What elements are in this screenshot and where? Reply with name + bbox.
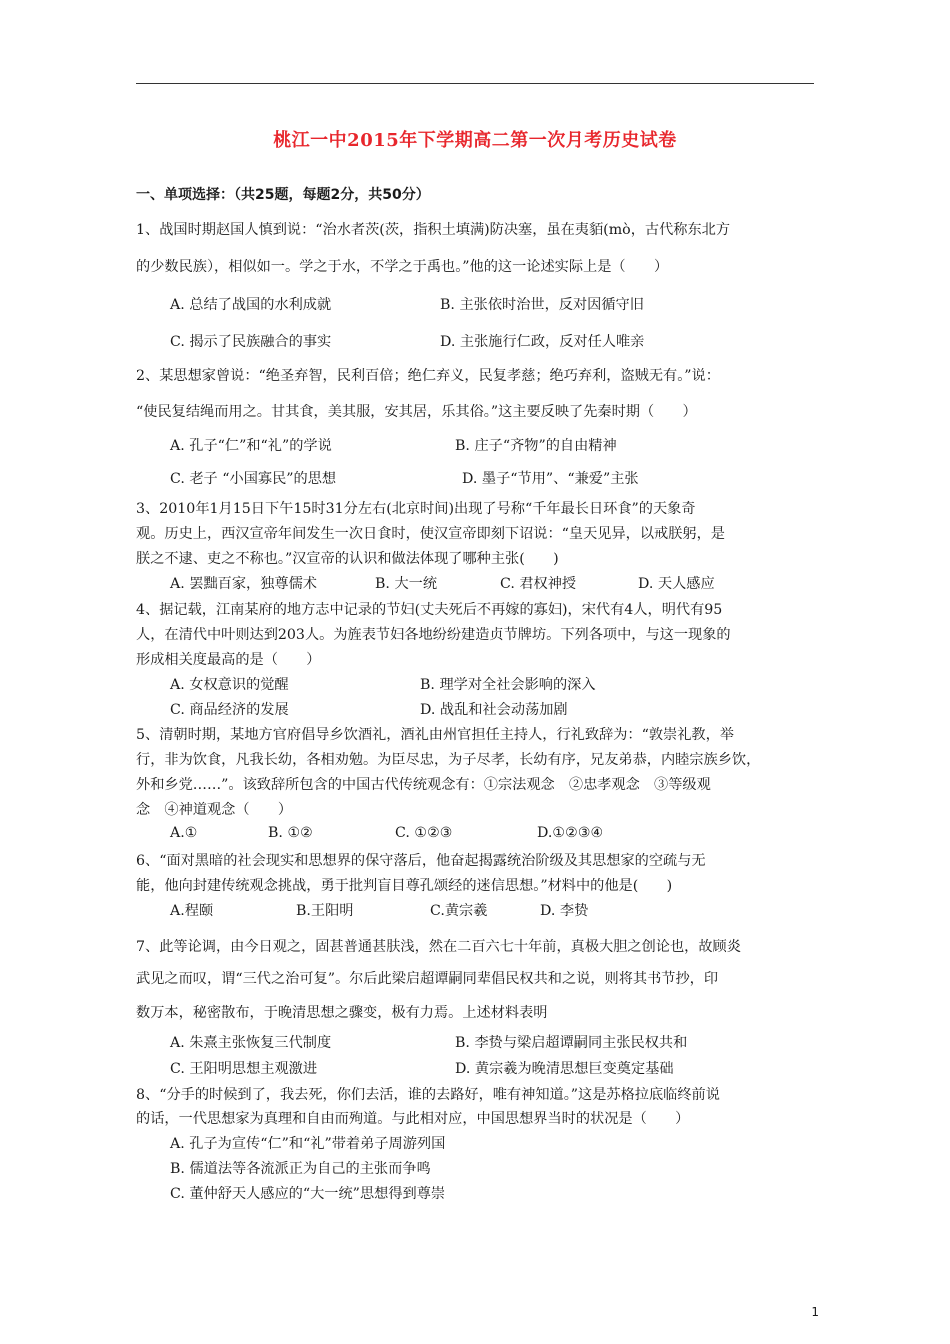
q4-option-c: C. 商品经济的发展	[170, 702, 289, 718]
page-title: 桃江一中2015年下学期高二第一次月考历史试卷	[273, 130, 677, 151]
q5-option-c: C. ①②③	[395, 825, 453, 841]
q1-line-1: 1、战国时期赵国人慎到说：“治水者茨(茨，指积土填满)防决塞，虽在夷貊(mò，古代称东北方	[136, 222, 731, 238]
header-rule	[136, 83, 814, 84]
q7-line-1: 7、此等论调，由今日观之，固甚普通甚肤浅，然在二百六七十年前，真极大胆之创论也，故顾炎	[136, 939, 741, 955]
q2-option-b: B. 庄子“齐物”的自由精神	[455, 438, 617, 454]
q2-line-1: 2、某思想家曾说：“绝圣弃智，民利百倍；绝仁弃义，民复孝慈；绝巧弃利，盗贼无有。”说：	[136, 368, 720, 384]
q7-option-b: B. 李贽与梁启超谭嗣同主张民权共和	[455, 1035, 688, 1051]
q7-option-c: C. 王阳明思想主观激进	[170, 1061, 318, 1077]
q5-option-b: B. ①②	[268, 825, 313, 841]
q2-option-a: A. 孔子“仁”和“礼”的学说	[170, 438, 332, 454]
q6-line-1: 6、“面对黑暗的社会现实和思想界的保守落后，他奋起揭露统治阶级及其思想家的空疏与无	[136, 853, 706, 869]
q1-option-c: C. 揭示了民族融合的事实	[170, 334, 332, 350]
page-number: 1	[811, 1305, 819, 1319]
q2-option-c: C. 老子 “小国寡民”的思想	[170, 471, 337, 487]
q4-option-b: B. 理学对全社会影响的深入	[420, 677, 596, 693]
q4-line-1: 4、据记载，江南某府的地方志中记录的节妇(丈夫死后不再嫁的寡妇)，宋代有4人，明代有95	[136, 602, 723, 618]
q2-line-2: “使民复结绳而用之。甘其食，美其服，安其居，乐其俗。”这主要反映了先秦时期（ ）	[136, 404, 697, 420]
q4-option-a: A. 女权意识的觉醒	[170, 677, 289, 693]
q5-line-4: 念 ④神道观念（ ）	[136, 802, 293, 818]
q6-option-c: C.黄宗羲	[430, 903, 488, 919]
q8-option-b: B. 儒道法等各流派正为自己的主张而争鸣	[170, 1161, 431, 1177]
q7-option-d: D. 黄宗羲为晚清思想巨变奠定基础	[455, 1061, 674, 1077]
q5-line-3: 外和乡党……”。该致辞所包含的中国古代传统观念有：①宗法观念 ②忠孝观念 ③等级观	[136, 777, 711, 793]
q6-option-d: D. 李贽	[540, 903, 589, 919]
q5-option-d: D.①②③④	[537, 825, 604, 841]
q6-option-a: A.程颐	[170, 903, 214, 919]
q4-line-3: 形成相关度最高的是（ ）	[136, 652, 321, 668]
q6-option-b: B.王阳明	[296, 903, 354, 919]
q3-line-2: 观。历史上，西汉宣帝年间发生一次日食时，使汉宣帝即刻下诏说：“皇天见异，以戒朕躬，是	[136, 526, 725, 542]
q3-line-1: 3、2010年1月15日下午15时31分左右(北京时间)出现了号称“千年最长日环食”的天象奇	[136, 501, 696, 517]
q5-line-1: 5、清朝时期，某地方官府倡导乡饮酒礼，酒礼由州官担任主持人，行礼致辞为：“敦崇礼教，举	[136, 727, 734, 743]
q3-option-a: A. 罢黜百家，独尊儒术	[170, 576, 317, 592]
q3-line-3: 朕之不逮、吏之不称也。”汉宣帝的认识和做法体现了哪种主张( )	[136, 551, 559, 567]
q3-option-b: B. 大一统	[375, 576, 438, 592]
q3-option-c: C. 君权神授	[500, 576, 577, 592]
q4-option-d: D. 战乱和社会动荡加剧	[420, 702, 568, 718]
q7-line-3: 数万本，秘密散布，于晚清思想之骤变，极有力焉。上述材料表明	[136, 1005, 548, 1021]
q4-line-2: 人，在清代中叶则达到203人。为旌表节妇各地纷纷建造贞节牌坊。下列各项中，与这一现象的	[136, 627, 731, 643]
q1-option-a: A. 总结了战国的水利成就	[170, 297, 332, 313]
q5-line-2: 行，非为饮食，凡我长幼，各相劝勉。为臣尽忠，为子尽孝，长幼有序，兄友弟恭，内睦宗族乡饮，	[136, 752, 761, 768]
q7-option-a: A. 朱熹主张恢复三代制度	[170, 1035, 332, 1051]
q5-option-a: A.①	[170, 825, 198, 841]
q6-line-2: 能，他向封建传统观念挑战，勇于批判盲目尊孔颂经的迷信思想。”材料中的他是( )	[136, 878, 673, 894]
q8-line-2: 的话，一代思想家为真理和自由而殉道。与此相对应，中国思想界当时的状况是（ ）	[136, 1111, 690, 1127]
q8-line-1: 8、“分手的时候到了，我去死，你们去活，谁的去路好，唯有神知道。”这是苏格拉底临终前说	[136, 1087, 720, 1103]
q1-option-d: D. 主张施行仁政，反对任人唯亲	[440, 334, 645, 350]
section-heading: 一、单项选择：（共25题，每题2分，共50分）	[136, 187, 430, 203]
q1-option-b: B. 主张依时治世，反对因循守旧	[440, 297, 644, 313]
q1-line-2: 的少数民族），相似如一。学之于水，不学之于禹也。”他的这一论述实际上是（ ）	[136, 259, 669, 275]
q3-option-d: D. 天人感应	[638, 576, 715, 592]
q8-option-a: A. 孔子为宣传“仁”和“礼”带着弟子周游列国	[170, 1136, 446, 1152]
q2-option-d: D. 墨子“节用”、“兼爱”主张	[462, 471, 639, 487]
q8-option-c: C. 董仲舒天人感应的“大一统”思想得到尊崇	[170, 1186, 446, 1202]
q7-line-2: 武见之而叹，谓“三代之治可复”。尔后此梁启超谭嗣同辈倡民权共和之说，则将其书节抄，印	[136, 971, 719, 987]
